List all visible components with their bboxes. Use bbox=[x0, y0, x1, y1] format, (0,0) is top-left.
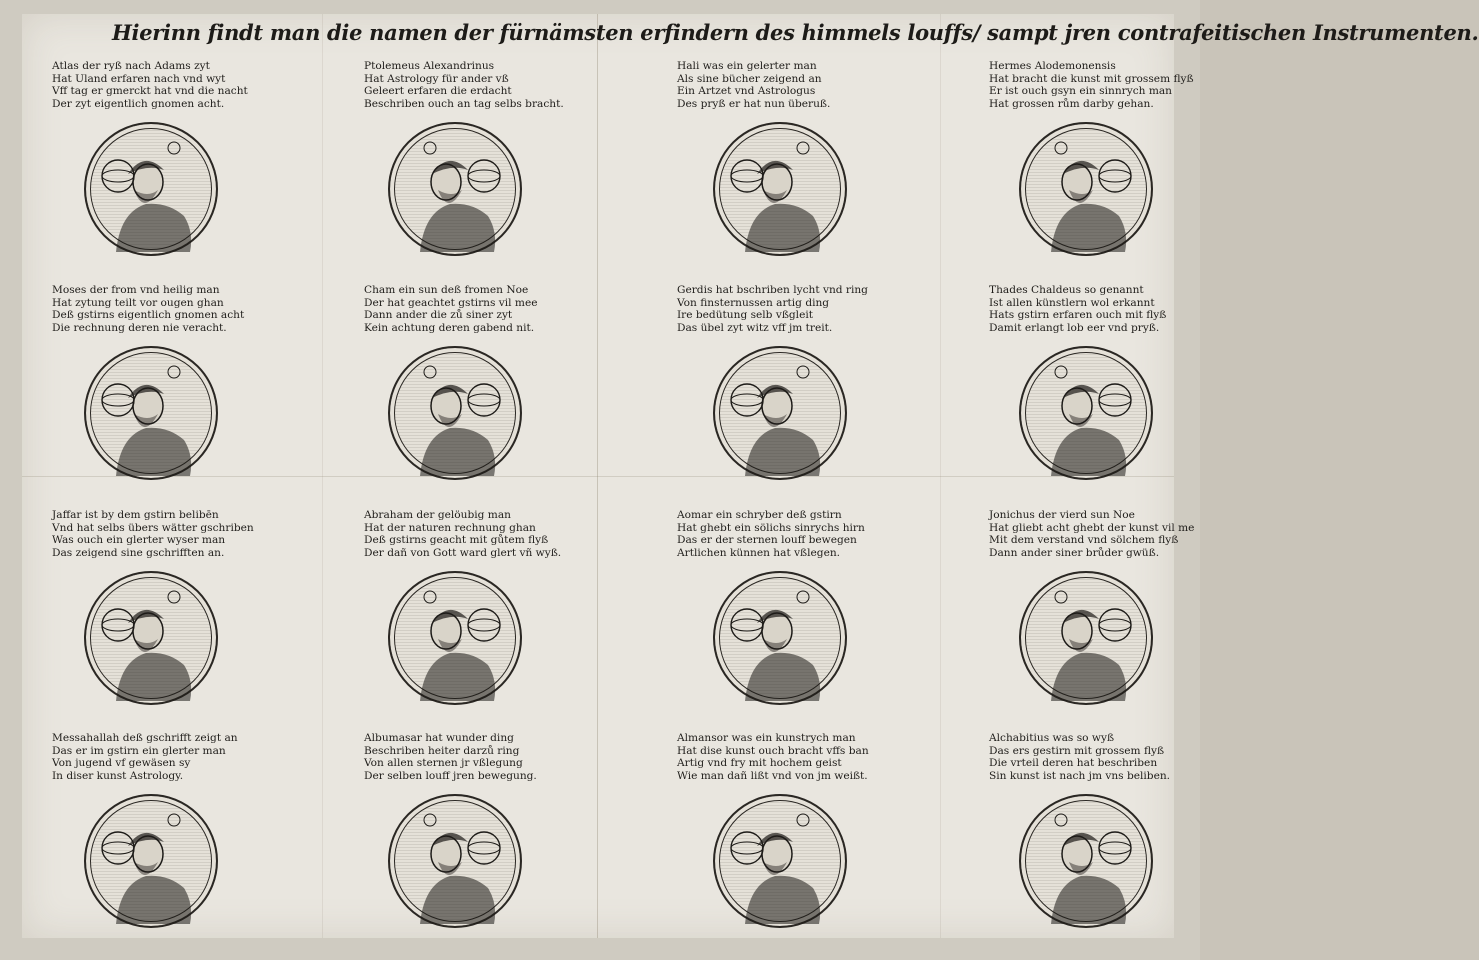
verse-line: Die rechnung deren nie veracht. bbox=[52, 321, 227, 334]
verse-line: Cham ein sun deß fromen Noe bbox=[364, 284, 529, 296]
verse-line: Von finsternussen artig ding bbox=[677, 296, 830, 309]
verse-line: Der zyt eigentlich gnomen acht. bbox=[52, 97, 225, 110]
engraved-portrait bbox=[1021, 573, 1151, 703]
verse-line: Jonichus der vierd sun Noe bbox=[989, 509, 1135, 521]
astronomer-entry bbox=[52, 284, 332, 504]
verse-line: Die vrteil deren hat beschriben bbox=[989, 757, 1158, 770]
engraved-portrait bbox=[86, 348, 216, 478]
verse-line: Der dañ von Gott ward glert vñ wyß. bbox=[364, 546, 562, 559]
engraved-portrait bbox=[390, 796, 520, 926]
verse-line: Deß gstirns eigentlich gnomen acht bbox=[52, 309, 245, 322]
sheet-title: Hierinn findt man die namen der fürnämsten erfindern des himmels louffs/ sampt jren contrafeitischen Instrumenten. bbox=[112, 20, 1479, 45]
verse-line: Hat Uland erfaren nach vnd wyt bbox=[52, 72, 226, 85]
verse-line: Der selben louff jren bewegung. bbox=[364, 769, 537, 782]
verse-line: Beschriben ouch an tag selbs bracht. bbox=[364, 97, 564, 110]
portrait-medallion bbox=[1019, 346, 1153, 480]
astronomer-entry bbox=[677, 732, 957, 952]
verse-line: Hat dise kunst ouch bracht vffs ban bbox=[677, 744, 869, 757]
verse-line: Moses der from vnd heilig man bbox=[52, 284, 220, 296]
verse-line: Damit erlangt lob eer vnd pryß. bbox=[989, 321, 1160, 334]
verse-text bbox=[364, 509, 644, 559]
astronomer-entry bbox=[989, 509, 1269, 729]
verse-line: Kein achtung deren gabend nit. bbox=[364, 321, 535, 334]
verse-text bbox=[52, 509, 332, 559]
verse-line: Hat Astrology für ander vß bbox=[364, 72, 509, 85]
astronomer-entry bbox=[989, 732, 1269, 952]
verse-line: Das ers gestirn mit grossem flyß bbox=[989, 744, 1165, 757]
portrait-medallion bbox=[713, 571, 847, 705]
verse-line: Ptolemeus Alexandrinus bbox=[364, 60, 495, 72]
engraved-portrait bbox=[1021, 796, 1151, 926]
portrait-medallion bbox=[388, 794, 522, 928]
verse-line: Ein Artzet vnd Astrologus bbox=[677, 85, 816, 98]
verse-line: Er ist ouch gsyn ein sinnrych man bbox=[989, 85, 1173, 98]
engraved-portrait bbox=[390, 124, 520, 254]
engraved-portrait bbox=[86, 573, 216, 703]
astronomer-entry bbox=[364, 284, 644, 504]
astronomer-entry bbox=[52, 732, 332, 952]
verse-line: Albumasar hat wunder ding bbox=[364, 732, 514, 744]
portrait-medallion bbox=[84, 794, 218, 928]
verse-text bbox=[989, 509, 1269, 559]
verse-line: Der hat geachtet gstirns vil mee bbox=[364, 296, 538, 309]
verse-line: Jaffar ist by dem gstirn belibēn bbox=[52, 509, 219, 521]
portrait-medallion bbox=[388, 122, 522, 256]
verse-text bbox=[989, 60, 1269, 110]
verse-text bbox=[364, 60, 644, 110]
verse-line: Hat der naturen rechnung ghan bbox=[364, 521, 536, 534]
verse-line: Hats gstirn erfaren ouch mit flyß bbox=[989, 309, 1167, 322]
verse-line: Artlichen künnen hat vßlegen. bbox=[677, 546, 841, 559]
verse-line: Hat ghebt ein sölichs sinrychs hirn bbox=[677, 521, 865, 534]
verse-text bbox=[677, 60, 957, 110]
engraved-portrait bbox=[86, 796, 216, 926]
verse-line: Dann ander siner brůder gwüß. bbox=[989, 546, 1160, 559]
engraved-portrait bbox=[715, 573, 845, 703]
verse-line: Messahallah deß gschrifft zeigt an bbox=[52, 732, 238, 744]
astronomer-entry bbox=[677, 284, 957, 504]
engraved-portrait bbox=[1021, 348, 1151, 478]
verse-line: Sin kunst ist nach jm vns beliben. bbox=[989, 769, 1171, 782]
broadsheet bbox=[22, 14, 1479, 938]
verse-line: Hali was ein gelerter man bbox=[677, 60, 817, 72]
verse-line: Hermes Alodemonensis bbox=[989, 60, 1116, 72]
verse-line: Aomar ein schryber deß gstirn bbox=[677, 509, 842, 521]
verse-line: Beschriben heiter darzů ring bbox=[364, 744, 520, 757]
verse-text bbox=[364, 284, 644, 334]
verse-line: Das er im gstirn ein glerter man bbox=[52, 744, 226, 757]
astronomer-entry bbox=[989, 284, 1269, 504]
verse-line: Ist allen künstlern wol erkannt bbox=[989, 296, 1155, 309]
engraved-portrait bbox=[715, 348, 845, 478]
engraved-portrait bbox=[715, 124, 845, 254]
astronomer-entry bbox=[989, 60, 1269, 280]
verse-text bbox=[52, 60, 332, 110]
astronomer-entry bbox=[52, 509, 332, 729]
portrait-medallion bbox=[1019, 794, 1153, 928]
verse-line: Hat bracht die kunst mit grossem flyß bbox=[989, 72, 1194, 85]
astronomer-entry bbox=[364, 732, 644, 952]
engraved-portrait bbox=[1021, 124, 1151, 254]
verse-line: In diser kunst Astrology. bbox=[52, 769, 184, 782]
engraved-portrait bbox=[86, 124, 216, 254]
verse-line: Wie man dañ lißt vnd von jm weißt. bbox=[677, 769, 868, 782]
verse-line: Deß gstirns geacht mit gůtem flyß bbox=[364, 534, 549, 547]
verse-line: Das er der sternen louff bewegen bbox=[677, 534, 857, 547]
verse-line: Ire bedütung selb vßgleit bbox=[677, 309, 813, 322]
verse-line: Vff tag er gmerckt hat vnd die nacht bbox=[52, 85, 248, 98]
verse-line: Vnd hat selbs übers wätter gschriben bbox=[52, 521, 254, 534]
verse-line: Abraham der gelöubig man bbox=[364, 509, 511, 521]
astronomer-entry bbox=[677, 60, 957, 280]
portrait-medallion bbox=[84, 122, 218, 256]
verse-line: Almansor was ein kunstrych man bbox=[677, 732, 856, 744]
verse-line: Als sine bücher zeigend an bbox=[677, 72, 822, 85]
portrait-medallion bbox=[84, 346, 218, 480]
verse-text bbox=[364, 732, 644, 782]
verse-line: Thades Chaldeus so genannt bbox=[989, 284, 1144, 296]
verse-text bbox=[989, 284, 1269, 334]
verse-line: Mit dem verstand vnd sölchem flyß bbox=[989, 534, 1179, 547]
verse-text bbox=[52, 284, 332, 334]
verse-line: Des pryß er hat nun überuß. bbox=[677, 97, 831, 110]
portrait-medallion bbox=[84, 571, 218, 705]
verse-text bbox=[677, 732, 957, 782]
engraved-portrait bbox=[715, 796, 845, 926]
verse-line: Von jugend vf gewäsen sy bbox=[52, 757, 191, 770]
verse-line: Dann ander die zů siner zyt bbox=[364, 309, 513, 322]
engraved-portrait bbox=[390, 348, 520, 478]
portrait-medallion bbox=[1019, 571, 1153, 705]
verse-line: Was ouch ein glerter wyser man bbox=[52, 534, 226, 547]
astronomer-entry bbox=[52, 60, 332, 280]
portrait-medallion bbox=[713, 346, 847, 480]
astronomer-entry bbox=[364, 509, 644, 729]
verse-text bbox=[677, 509, 957, 559]
verse-line: Hat gliebt acht ghebt der kunst vil me bbox=[989, 521, 1195, 534]
engraved-portrait bbox=[390, 573, 520, 703]
verse-text bbox=[677, 284, 957, 334]
portrait-medallion bbox=[1019, 122, 1153, 256]
verse-line: Geleert erfaren die erdacht bbox=[364, 85, 512, 98]
verse-text bbox=[989, 732, 1269, 782]
verse-line: Hat grossen rům darby gehan. bbox=[989, 97, 1154, 110]
verse-text bbox=[52, 732, 332, 782]
verse-line: Das zeigend sine gschrifften an. bbox=[52, 546, 225, 559]
verse-line: Artig vnd fry mit hochem geist bbox=[677, 757, 842, 770]
verse-line: Von allen sternen jr vßlegung bbox=[364, 757, 523, 770]
portrait-medallion bbox=[713, 794, 847, 928]
verse-line: Gerdis hat bschriben lycht vnd ring bbox=[677, 284, 868, 296]
astronomer-entry bbox=[677, 509, 957, 729]
verse-line: Atlas der ryß nach Adams zyt bbox=[52, 60, 210, 72]
verse-line: Das übel zyt witz vff jm treit. bbox=[677, 321, 833, 334]
astronomer-entry bbox=[364, 60, 644, 280]
portrait-medallion bbox=[713, 122, 847, 256]
verse-line: Hat zytung teilt vor ougen ghan bbox=[52, 296, 224, 309]
portrait-medallion bbox=[388, 571, 522, 705]
verse-line: Alchabitius was so wyß bbox=[989, 732, 1115, 744]
portrait-medallion bbox=[388, 346, 522, 480]
